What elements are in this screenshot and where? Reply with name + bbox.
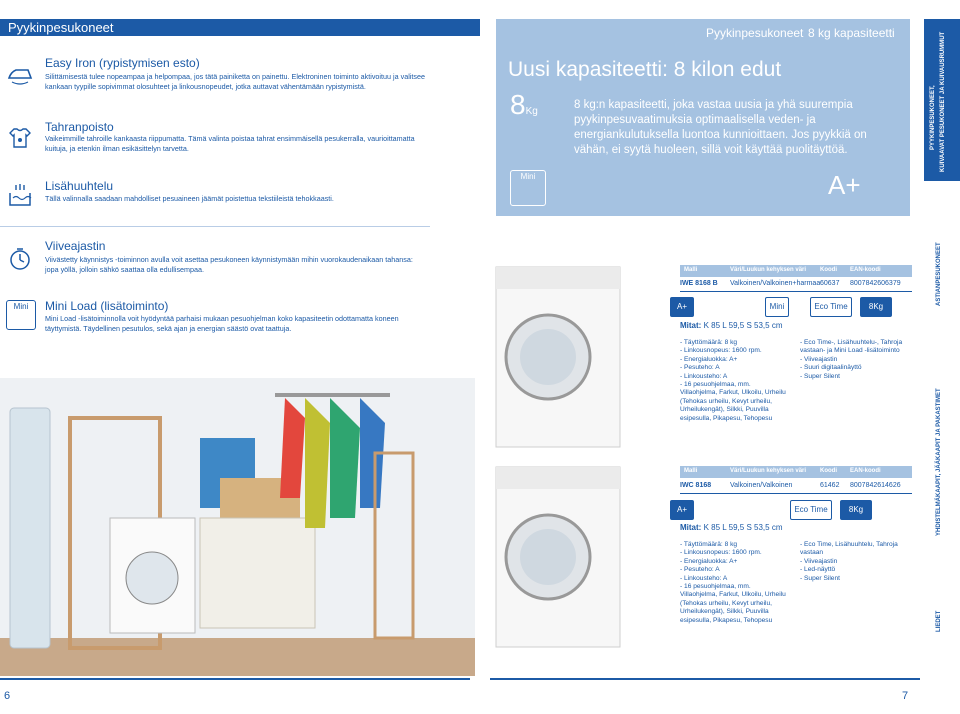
side-tab-label[interactable]: YHDISTELMÄKAAPIT, JÄÄKAAPIT JA PAKASTIMET xyxy=(936,388,942,536)
spec-bullet: - 16 pesuohjelmaa, mm. xyxy=(680,381,751,389)
feature-body: Viivästetty käynnistys -toiminnon avulla voit asettaa pesukoneen käynnistymään mihin vuorokaudenaikaan tahansa: jopa yöllä, jolloin sähkö saattaa olla edullisempaa. xyxy=(45,255,413,274)
spec-bullet: Villaohjelma, Farkut, Ulkoilu, Urheilu xyxy=(680,591,786,599)
mini-load-badge: Mini xyxy=(765,297,789,317)
spec-bullet: - Energialuokka: A+ xyxy=(680,355,738,363)
spec-bullet: - Täyttömäärä: 8 kg xyxy=(680,541,738,548)
energy-class-badge: A+ xyxy=(670,500,694,520)
spec-bullet: - Super Silent xyxy=(800,372,840,380)
timer-icon xyxy=(6,245,34,273)
capacity-8kg-icon: 8Kg xyxy=(510,89,538,120)
feature-body: Tällä valinnalla saadaan mahdolliset pesuaineen jäämät poistettua tekstiileistä tehokkaasti. xyxy=(45,194,334,203)
spec-table-row: IWE 8168 B Valkoinen/Valkoinen+harmaa 60637 8007842606379 xyxy=(680,278,912,292)
mini-load-icon: Mini xyxy=(510,170,546,206)
spec-bullet: - Täyttömäärä: 8 kg xyxy=(680,339,738,346)
washing-machine-photo xyxy=(488,262,628,452)
dimensions: Mitat: K 85 L 59,5 S 53,5 cm xyxy=(680,321,783,330)
spec-bullet: esipesulla, Pikapesu, Tehopesu xyxy=(680,616,773,624)
energy-class-badge: A+ xyxy=(670,297,694,317)
spec-bullet: (Tehokas urheilu, Kevyt urheilu, xyxy=(680,599,772,607)
spec-bullet: - Linkousnopeus: 1600 rpm. xyxy=(680,347,762,355)
side-tab-label[interactable]: LIEDET xyxy=(936,610,942,632)
footer-line xyxy=(490,678,920,680)
spec-bullet: - Super Silent xyxy=(800,574,840,582)
eco-time-badge: Eco Time xyxy=(790,500,832,520)
energy-class-aplus-icon: A+ xyxy=(828,170,861,200)
page-number: 6 xyxy=(4,690,11,702)
eco-time-badge: Eco Time xyxy=(810,297,852,317)
spec-list-right xyxy=(800,339,920,381)
left-header-title: Pyykinpesukoneet xyxy=(8,20,114,35)
spec-bullet: (Tehokas urheilu, Kevyt urheilu, xyxy=(680,397,772,405)
spec-bullet: esipesulla, Pikapesu, Tehopesu xyxy=(680,414,773,422)
spec-bullet: - Pesuteho: A xyxy=(680,364,720,372)
spec-bullet: - Energialuokka: A+ xyxy=(680,557,738,565)
spec-bullet: vastaan xyxy=(800,549,824,557)
feature-body: Silittämisestä tulee nopeampaa ja helpompaa, jos tätä painiketta on painettu. Elektroninen toiminto aktivoituu ja valitsee kankaan tyypille sopivimmat olosuhteet ja linkousnopeudet, jotka auttavat vähentämään rypistymistä. xyxy=(45,72,425,91)
spec-table-header: Malli Väri/Luukun kehyksen väri Koodi EAN-koodi xyxy=(680,265,912,277)
spec-bullet: - Linkousnopeus: 1600 rpm. xyxy=(680,549,762,557)
spec-bullet: - Linkousteho: A xyxy=(680,574,728,582)
stain-shirt-icon xyxy=(6,124,34,152)
spec-bullet: Villaohjelma, Farkut, Ulkoilu, Urheilu xyxy=(680,389,786,397)
feature-title: Viiveajastin xyxy=(45,239,106,253)
feature-body: Mini Load -lisätoiminnolla voit hyödyntää parhaisi mukaan pesuohjelman koko kapasiteetin odottamatta koneen täyttymistä. Täydellinen pesutulos, sekä ajan ja energian säästö ovat taattuja. xyxy=(45,314,399,333)
spec-bullet: vastaan- ja Mini Load -lisätoiminto xyxy=(800,347,900,355)
spec-bullet: Urheilukengät), Silkki, Puuvilla xyxy=(680,406,769,414)
laundry-room-photo xyxy=(0,378,475,676)
divider xyxy=(0,226,430,227)
spec-bullet: - Led-näyttö xyxy=(800,566,836,574)
feature-title: Easy Iron (rypistymisen esto) xyxy=(45,56,200,70)
hero-title: Uusi kapasiteetti: 8 kilon edut xyxy=(508,58,782,81)
spec-bullet: - Eco Time, Lisähuuhtelu, Tahroja xyxy=(800,541,898,548)
spec-table-row: IWC 8168 Valkoinen/Valkoinen 61462 8007842614626 xyxy=(680,480,912,494)
spec-bullet: - Suuri digitaalinäyttö xyxy=(800,364,862,372)
side-tab-label: PYYKINPESUKONEET, xyxy=(930,85,936,150)
spec-bullet: Urheilukengät), Silkki, Puuvilla xyxy=(680,608,769,616)
spec-table-header: Malli Väri/Luukun kehyksen väri Koodi EAN-koodi xyxy=(680,466,912,478)
spec-list-left xyxy=(680,541,800,625)
feature-body: Vaikeimmille tahroille kankaasta riippumatta. Tämä valinta poistaa tahrat ensimmäisellä pesukerralla, vaurioittamatta kuituja, ja etenkin ilman esikäsittelyn tarvetta. xyxy=(45,134,415,153)
spec-list-right xyxy=(800,541,920,583)
spec-bullet: - Linkousteho: A xyxy=(680,372,728,380)
feature-badges xyxy=(670,500,912,520)
capacity-badge: 8Kg xyxy=(840,500,872,520)
right-header-category: Pyykinpesukoneet xyxy=(706,26,804,40)
spec-bullet: - Eco Time-, Lisähuuhtelu-, Tahroja xyxy=(800,339,903,346)
side-tab-label[interactable]: ASTIANPESUKONEET xyxy=(936,242,942,306)
iron-icon xyxy=(6,60,34,88)
spec-bullet: - Viiveajastin xyxy=(800,557,838,565)
washing-machine-photo xyxy=(488,462,628,652)
feature-title: Tahranpoisto xyxy=(45,120,114,134)
feature-title: Mini Load (lisätoiminto) xyxy=(45,299,169,313)
spec-bullet: - Pesuteho: A xyxy=(680,566,720,574)
spec-bullet: - Viiveajastin xyxy=(800,355,838,363)
side-tab-label: KUIVAAVAT PESUKONEET JA KUIVAUSRUMMUT xyxy=(940,31,946,172)
extra-rinse-icon xyxy=(6,181,34,209)
right-header-subcategory: 8 kg kapasiteetti xyxy=(808,26,895,40)
capacity-badge: 8Kg xyxy=(860,297,892,317)
spec-bullet: - 16 pesuohjelmaa, mm. xyxy=(680,583,751,591)
footer-line xyxy=(0,678,470,680)
page-number: 7 xyxy=(902,690,909,702)
mini-load-icon: Mini xyxy=(6,300,36,330)
dimensions: Mitat: K 85 L 59,5 S 53,5 cm xyxy=(680,523,783,532)
left-page-header xyxy=(0,19,480,36)
feature-title: Lisähuuhtelu xyxy=(45,179,114,193)
spec-list-left xyxy=(680,339,800,423)
feature-badges xyxy=(670,297,912,317)
hero-description: 8 kg:n kapasiteetti, joka vastaa uusia ja yhä suurempia pyykinpesuvaatimuksia optimaalisella veden- ja energiankulutuksella luontoa kunnioittaen. Jos pyykkiä on vähän, ei syytä huoleen, sillä voit käyttää puolitäyttöä. xyxy=(574,99,867,156)
